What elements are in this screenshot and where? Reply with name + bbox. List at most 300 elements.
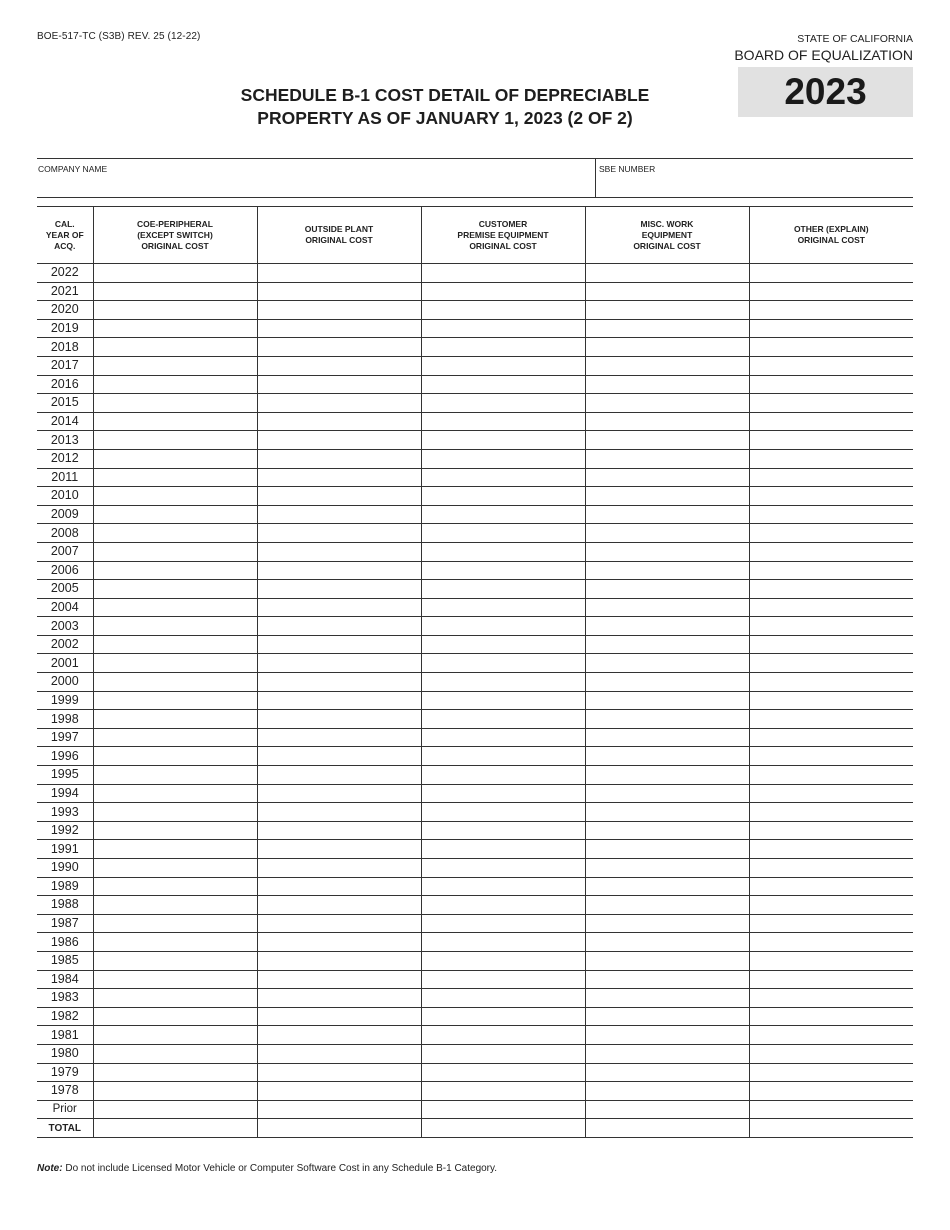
- cost-input-cell[interactable]: [257, 784, 421, 803]
- footnote: [37, 1163, 497, 1174]
- table-row: [37, 1063, 913, 1082]
- cost-input-cell[interactable]: [257, 877, 421, 896]
- cost-input-cell[interactable]: [93, 914, 257, 933]
- cost-input-cell[interactable]: [257, 747, 421, 766]
- table-row: [37, 356, 913, 375]
- row-year-label: 1994: [37, 784, 93, 803]
- cost-input-cell[interactable]: [257, 859, 421, 878]
- cost-input-cell[interactable]: [257, 356, 421, 375]
- cost-input-cell[interactable]: [421, 580, 585, 599]
- cost-input-cell[interactable]: [257, 524, 421, 543]
- row-year-label: 2013: [37, 431, 93, 450]
- table-row: [37, 319, 913, 338]
- table-row: [37, 580, 913, 599]
- cost-input-cell[interactable]: [93, 561, 257, 580]
- cost-input-cell[interactable]: [421, 468, 585, 487]
- cost-input-cell[interactable]: [585, 580, 749, 599]
- cost-input-cell[interactable]: [93, 1044, 257, 1063]
- cost-input-cell[interactable]: [585, 1100, 749, 1119]
- cost-input-cell[interactable]: [93, 1082, 257, 1101]
- cost-input-cell[interactable]: [749, 821, 913, 840]
- cost-input-cell[interactable]: [585, 859, 749, 878]
- cost-input-cell[interactable]: [93, 877, 257, 896]
- cost-input-cell[interactable]: [421, 859, 585, 878]
- row-year-label: 2021: [37, 282, 93, 301]
- sbe-number-label: SBE NUMBER: [599, 164, 656, 174]
- cost-input-cell[interactable]: [421, 617, 585, 636]
- cost-input-cell[interactable]: [749, 356, 913, 375]
- cost-input-cell[interactable]: [585, 561, 749, 580]
- cost-input-cell[interactable]: [585, 487, 749, 506]
- cost-input-cell[interactable]: [585, 412, 749, 431]
- cost-detail-table: [37, 206, 913, 1138]
- cost-input-cell[interactable]: [93, 728, 257, 747]
- cost-input-cell[interactable]: [749, 989, 913, 1008]
- state-label: STATE OF CALIFORNIA: [797, 33, 913, 45]
- table-row: [37, 524, 913, 543]
- cost-input-cell[interactable]: [585, 989, 749, 1008]
- table-row: [37, 914, 913, 933]
- row-year-label: 1995: [37, 766, 93, 785]
- cost-input-cell[interactable]: [421, 1026, 585, 1045]
- cost-input-cell[interactable]: [93, 468, 257, 487]
- cost-input-cell[interactable]: [585, 691, 749, 710]
- cost-input-cell[interactable]: [749, 710, 913, 729]
- cost-input-cell[interactable]: [421, 747, 585, 766]
- cost-input-cell[interactable]: [93, 673, 257, 692]
- cost-input-cell[interactable]: [257, 1044, 421, 1063]
- cost-input-cell[interactable]: [585, 1007, 749, 1026]
- cost-input-cell[interactable]: [421, 375, 585, 394]
- cost-input-cell[interactable]: [93, 1119, 257, 1138]
- cost-input-cell[interactable]: [421, 431, 585, 450]
- cost-input-cell[interactable]: [257, 505, 421, 524]
- cost-input-cell[interactable]: [585, 375, 749, 394]
- cost-input-cell[interactable]: [257, 951, 421, 970]
- cost-input-cell[interactable]: [585, 394, 749, 413]
- cost-input-cell[interactable]: [749, 970, 913, 989]
- cost-input-cell[interactable]: [421, 319, 585, 338]
- cost-input-cell[interactable]: [93, 449, 257, 468]
- cost-input-cell[interactable]: [257, 580, 421, 599]
- cost-input-cell[interactable]: [585, 617, 749, 636]
- cost-input-cell[interactable]: [585, 338, 749, 357]
- cost-input-cell[interactable]: [93, 301, 257, 320]
- cost-input-cell[interactable]: [585, 654, 749, 673]
- cost-input-cell[interactable]: [749, 524, 913, 543]
- cost-input-cell[interactable]: [93, 282, 257, 301]
- cost-input-cell[interactable]: [93, 654, 257, 673]
- cost-input-cell[interactable]: [93, 487, 257, 506]
- cost-input-cell[interactable]: [749, 264, 913, 283]
- cost-input-cell[interactable]: [257, 1007, 421, 1026]
- table-row: [37, 635, 913, 654]
- cost-input-cell[interactable]: [93, 412, 257, 431]
- cost-input-cell[interactable]: [749, 1119, 913, 1138]
- cost-input-cell[interactable]: [585, 673, 749, 692]
- cost-input-cell[interactable]: [421, 951, 585, 970]
- cost-input-cell[interactable]: [93, 356, 257, 375]
- agency-block: [734, 33, 913, 64]
- cost-input-cell[interactable]: [749, 487, 913, 506]
- header-line: YEAR OF: [45, 229, 84, 240]
- row-year-label: 1986: [37, 933, 93, 952]
- cost-input-cell[interactable]: [93, 1026, 257, 1045]
- cost-input-cell[interactable]: [749, 859, 913, 878]
- table-row: [37, 673, 913, 692]
- cost-input-cell[interactable]: [749, 505, 913, 524]
- cost-input-cell[interactable]: [749, 914, 913, 933]
- row-year-label: 2018: [37, 338, 93, 357]
- row-year-label: 2015: [37, 394, 93, 413]
- cost-input-cell[interactable]: [93, 710, 257, 729]
- cost-input-cell[interactable]: [585, 877, 749, 896]
- cost-input-cell[interactable]: [749, 375, 913, 394]
- cost-input-cell[interactable]: [749, 673, 913, 692]
- table-row: [37, 412, 913, 431]
- cost-input-cell[interactable]: [749, 319, 913, 338]
- table-row: [37, 840, 913, 859]
- cost-input-cell[interactable]: [257, 319, 421, 338]
- form-id: BOE-517-TC (S3B) REV. 25 (12-22): [37, 31, 201, 42]
- header-line: ACQ.: [54, 240, 76, 251]
- cost-input-cell[interactable]: [585, 710, 749, 729]
- cost-input-cell[interactable]: [421, 803, 585, 822]
- cost-input-cell[interactable]: [93, 375, 257, 394]
- page-title: [180, 84, 710, 130]
- company-name-field[interactable]: [37, 159, 596, 197]
- header-line: CUSTOMER: [478, 218, 528, 229]
- sbe-number-field[interactable]: [596, 159, 913, 197]
- cost-input-cell[interactable]: [749, 1082, 913, 1101]
- cost-input-cell[interactable]: [749, 803, 913, 822]
- cost-input-cell[interactable]: [749, 951, 913, 970]
- cost-input-cell[interactable]: [585, 933, 749, 952]
- header-line: ORIGINAL COST: [141, 240, 209, 251]
- cost-input-cell[interactable]: [585, 747, 749, 766]
- cost-input-cell[interactable]: [585, 914, 749, 933]
- cost-input-cell[interactable]: [93, 933, 257, 952]
- cost-input-cell[interactable]: [421, 691, 585, 710]
- cost-input-cell[interactable]: [257, 803, 421, 822]
- cost-input-cell[interactable]: [421, 896, 585, 915]
- cost-input-cell[interactable]: [585, 598, 749, 617]
- row-year-label: 1985: [37, 951, 93, 970]
- cost-input-cell[interactable]: [257, 561, 421, 580]
- cost-input-cell[interactable]: [749, 598, 913, 617]
- cost-input-cell[interactable]: [421, 301, 585, 320]
- cost-input-cell[interactable]: [585, 766, 749, 785]
- table-row: [37, 821, 913, 840]
- cost-input-cell[interactable]: [585, 542, 749, 561]
- cost-input-cell[interactable]: [421, 505, 585, 524]
- cost-input-cell[interactable]: [257, 412, 421, 431]
- cost-input-cell[interactable]: [749, 1007, 913, 1026]
- row-year-label: 1999: [37, 691, 93, 710]
- cost-input-cell[interactable]: [257, 301, 421, 320]
- cost-input-cell[interactable]: [749, 747, 913, 766]
- cost-input-cell[interactable]: [421, 282, 585, 301]
- cost-input-cell[interactable]: [93, 394, 257, 413]
- table-row: [37, 561, 913, 580]
- table-row: [37, 542, 913, 561]
- cost-input-cell[interactable]: [585, 431, 749, 450]
- cost-input-cell[interactable]: [257, 840, 421, 859]
- cost-input-cell[interactable]: [749, 635, 913, 654]
- cost-input-cell[interactable]: [585, 821, 749, 840]
- cost-input-cell[interactable]: [749, 449, 913, 468]
- cost-input-cell[interactable]: [421, 542, 585, 561]
- header-line: OTHER (EXPLAIN): [793, 224, 869, 234]
- cost-input-cell[interactable]: [585, 635, 749, 654]
- header-line: CAL.: [54, 218, 75, 229]
- cost-input-cell[interactable]: [585, 896, 749, 915]
- cost-input-cell[interactable]: [421, 338, 585, 357]
- cost-input-cell[interactable]: [749, 1100, 913, 1119]
- table-row: [37, 1100, 913, 1119]
- cost-input-cell[interactable]: [93, 896, 257, 915]
- cost-input-cell[interactable]: [585, 1063, 749, 1082]
- cost-input-cell[interactable]: [749, 1063, 913, 1082]
- cost-input-cell[interactable]: [93, 319, 257, 338]
- cost-input-cell[interactable]: [585, 282, 749, 301]
- cost-input-cell[interactable]: [257, 487, 421, 506]
- row-year-label: 1979: [37, 1063, 93, 1082]
- cost-input-cell[interactable]: [257, 1063, 421, 1082]
- table-row: [37, 375, 913, 394]
- cost-input-cell[interactable]: [585, 1026, 749, 1045]
- table-row: [37, 877, 913, 896]
- cost-input-cell[interactable]: [257, 282, 421, 301]
- cost-input-cell[interactable]: [421, 598, 585, 617]
- table-row: [37, 1026, 913, 1045]
- cost-input-cell[interactable]: [93, 970, 257, 989]
- cost-input-cell[interactable]: [749, 766, 913, 785]
- cost-input-cell[interactable]: [749, 617, 913, 636]
- cost-input-cell[interactable]: [93, 1007, 257, 1026]
- cost-input-cell[interactable]: [585, 505, 749, 524]
- cost-input-cell[interactable]: [421, 654, 585, 673]
- cost-input-cell[interactable]: [421, 264, 585, 283]
- cost-input-cell[interactable]: [257, 338, 421, 357]
- cost-input-cell[interactable]: [257, 821, 421, 840]
- cost-input-cell[interactable]: [93, 821, 257, 840]
- cost-input-cell[interactable]: [749, 338, 913, 357]
- cost-input-cell[interactable]: [749, 542, 913, 561]
- cost-input-cell[interactable]: [421, 840, 585, 859]
- cost-input-cell[interactable]: [421, 728, 585, 747]
- cost-input-cell[interactable]: [93, 784, 257, 803]
- cost-input-cell[interactable]: [257, 914, 421, 933]
- cost-input-cell[interactable]: [585, 524, 749, 543]
- cost-input-cell[interactable]: [749, 1026, 913, 1045]
- cost-input-cell[interactable]: [257, 468, 421, 487]
- cost-input-cell[interactable]: [93, 951, 257, 970]
- table-row: [37, 1044, 913, 1063]
- cost-input-cell[interactable]: [421, 412, 585, 431]
- cost-input-cell[interactable]: [749, 580, 913, 599]
- cost-input-cell[interactable]: [257, 375, 421, 394]
- row-year-label: 2014: [37, 412, 93, 431]
- cost-input-cell[interactable]: [257, 431, 421, 450]
- cost-input-cell[interactable]: [421, 487, 585, 506]
- cost-input-cell[interactable]: [749, 412, 913, 431]
- cost-input-cell[interactable]: [421, 524, 585, 543]
- cost-input-cell[interactable]: [421, 635, 585, 654]
- cost-input-cell[interactable]: [421, 710, 585, 729]
- cost-input-cell[interactable]: [257, 1100, 421, 1119]
- cost-input-cell[interactable]: [585, 449, 749, 468]
- cost-input-cell[interactable]: [749, 896, 913, 915]
- cost-input-cell[interactable]: [421, 877, 585, 896]
- cost-input-cell[interactable]: [93, 691, 257, 710]
- table-row: [37, 803, 913, 822]
- cost-input-cell[interactable]: [257, 896, 421, 915]
- cost-input-cell[interactable]: [421, 1119, 585, 1138]
- cost-input-cell[interactable]: [421, 766, 585, 785]
- cost-input-cell[interactable]: [421, 933, 585, 952]
- cost-input-cell[interactable]: [749, 301, 913, 320]
- cost-input-cell[interactable]: [749, 282, 913, 301]
- table-row: [37, 951, 913, 970]
- cost-input-cell[interactable]: [93, 1100, 257, 1119]
- cost-input-cell[interactable]: [421, 821, 585, 840]
- cost-input-cell[interactable]: [585, 951, 749, 970]
- cost-input-cell[interactable]: [421, 1063, 585, 1082]
- header-line: MISC. WORK: [640, 218, 694, 229]
- cost-input-cell[interactable]: [585, 301, 749, 320]
- cost-input-cell[interactable]: [585, 784, 749, 803]
- cost-input-cell[interactable]: [585, 264, 749, 283]
- cost-input-cell[interactable]: [421, 784, 585, 803]
- cost-input-cell[interactable]: [421, 914, 585, 933]
- cost-input-cell[interactable]: [257, 1119, 421, 1138]
- table-row: [37, 449, 913, 468]
- cost-input-cell[interactable]: [749, 468, 913, 487]
- table-row: [37, 394, 913, 413]
- cost-input-cell[interactable]: [257, 989, 421, 1008]
- cost-input-cell[interactable]: [585, 468, 749, 487]
- cost-input-cell[interactable]: [93, 766, 257, 785]
- cost-input-cell[interactable]: [421, 1007, 585, 1026]
- coe-peripheral-header: [93, 207, 257, 264]
- cost-input-cell[interactable]: [257, 598, 421, 617]
- header-line: PREMISE EQUIPMENT: [457, 229, 549, 240]
- cost-input-cell[interactable]: [257, 710, 421, 729]
- cost-input-cell[interactable]: [257, 933, 421, 952]
- cost-input-cell[interactable]: [257, 542, 421, 561]
- cost-input-cell[interactable]: [257, 691, 421, 710]
- row-year-label: 1981: [37, 1026, 93, 1045]
- title-line-2: PROPERTY AS OF JANUARY 1, 2023 (2 OF 2): [257, 108, 633, 128]
- cost-input-cell[interactable]: [421, 356, 585, 375]
- table-row: [37, 282, 913, 301]
- header-line: COE-PERIPHERAL: [136, 218, 214, 229]
- cost-input-cell[interactable]: [749, 691, 913, 710]
- cost-input-cell[interactable]: [749, 394, 913, 413]
- cost-input-cell[interactable]: [421, 1082, 585, 1101]
- cost-input-cell[interactable]: [421, 989, 585, 1008]
- cost-input-cell[interactable]: [749, 784, 913, 803]
- cost-input-cell[interactable]: [257, 449, 421, 468]
- row-year-label: TOTAL: [37, 1119, 93, 1138]
- outside-plant-header: [257, 207, 421, 264]
- cost-input-cell[interactable]: [93, 431, 257, 450]
- cost-input-cell[interactable]: [585, 728, 749, 747]
- cost-input-cell[interactable]: [749, 431, 913, 450]
- cost-input-cell[interactable]: [585, 1044, 749, 1063]
- cost-input-cell[interactable]: [421, 561, 585, 580]
- cost-input-cell[interactable]: [257, 673, 421, 692]
- row-year-label: 1984: [37, 970, 93, 989]
- cost-input-cell[interactable]: [749, 728, 913, 747]
- cost-input-cell[interactable]: [257, 728, 421, 747]
- cost-input-cell[interactable]: [93, 598, 257, 617]
- cost-input-cell[interactable]: [585, 803, 749, 822]
- cost-input-cell[interactable]: [93, 747, 257, 766]
- cost-input-cell[interactable]: [421, 449, 585, 468]
- cost-input-cell[interactable]: [421, 1044, 585, 1063]
- table-row: [37, 617, 913, 636]
- cost-input-cell[interactable]: [421, 394, 585, 413]
- cost-input-cell[interactable]: [749, 877, 913, 896]
- table-row: [37, 338, 913, 357]
- row-year-label: 2022: [37, 264, 93, 283]
- cost-input-cell[interactable]: [93, 505, 257, 524]
- cost-input-cell[interactable]: [93, 1063, 257, 1082]
- cost-input-cell[interactable]: [93, 338, 257, 357]
- cost-input-cell[interactable]: [421, 1100, 585, 1119]
- cost-input-cell[interactable]: [93, 989, 257, 1008]
- cost-input-cell[interactable]: [93, 859, 257, 878]
- cost-input-cell[interactable]: [421, 970, 585, 989]
- table-row: [37, 431, 913, 450]
- cost-input-cell[interactable]: [749, 561, 913, 580]
- cost-input-cell[interactable]: [585, 319, 749, 338]
- cost-input-cell[interactable]: [585, 1119, 749, 1138]
- cost-input-cell[interactable]: [257, 1082, 421, 1101]
- cost-input-cell[interactable]: [749, 1044, 913, 1063]
- cost-input-cell[interactable]: [93, 542, 257, 561]
- cost-input-cell[interactable]: [257, 635, 421, 654]
- cost-input-cell[interactable]: [257, 394, 421, 413]
- cost-input-cell[interactable]: [257, 617, 421, 636]
- cost-input-cell[interactable]: [585, 356, 749, 375]
- cost-input-cell[interactable]: [93, 264, 257, 283]
- cost-input-cell[interactable]: [257, 654, 421, 673]
- cost-input-cell[interactable]: [585, 1082, 749, 1101]
- cost-input-cell[interactable]: [749, 840, 913, 859]
- cost-input-cell[interactable]: [749, 654, 913, 673]
- header-line: EQUIPMENT: [641, 229, 693, 240]
- cost-input-cell[interactable]: [421, 673, 585, 692]
- cost-input-cell[interactable]: [257, 970, 421, 989]
- cost-input-cell[interactable]: [93, 840, 257, 859]
- cost-input-cell[interactable]: [749, 933, 913, 952]
- cost-input-cell[interactable]: [257, 1026, 421, 1045]
- row-year-label: 2016: [37, 375, 93, 394]
- cost-input-cell[interactable]: [257, 766, 421, 785]
- cost-input-cell[interactable]: [93, 803, 257, 822]
- table-header-row: [37, 207, 913, 264]
- cost-input-cell[interactable]: [93, 524, 257, 543]
- cost-input-cell[interactable]: [257, 264, 421, 283]
- cost-input-cell[interactable]: [585, 970, 749, 989]
- cost-input-cell[interactable]: [93, 617, 257, 636]
- cost-input-cell[interactable]: [585, 840, 749, 859]
- cost-input-cell[interactable]: [93, 580, 257, 599]
- cost-input-cell[interactable]: [93, 635, 257, 654]
